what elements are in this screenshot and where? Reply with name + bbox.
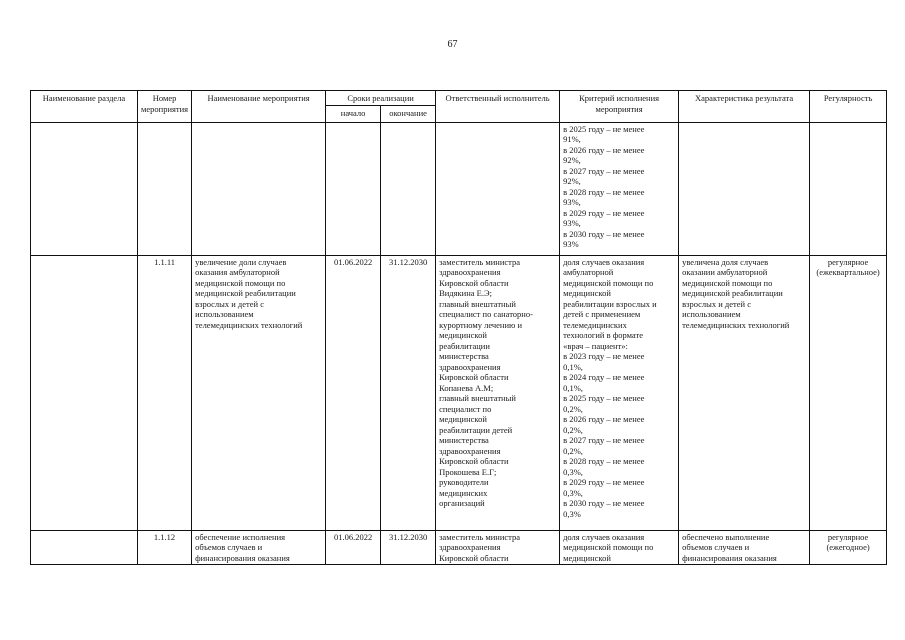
cell-criterion: доля случаев оказания медицинской помощи по медицинской: [560, 530, 679, 565]
header-end: окончание: [381, 105, 436, 122]
cell-responsible: заместитель министра здравоохранения Кировской области Видякина Е.Э; главный внештатный специалист по санаторно- курортному лечению и медицинской реабилитации министерства здравоохранения Кировской области Копанева А.М; главный внештатный специалист по медицинской реабилитации детей министерства здравоохранения Кировской области Прокошева Е.Г; руководители медицинских организаций: [436, 255, 560, 530]
cell-regularity: [810, 122, 887, 255]
header-start: начало: [326, 105, 381, 122]
cell-number: 1.1.11: [138, 255, 192, 530]
cell-responsible: заместитель министра здравоохранения Кировской области: [436, 530, 560, 565]
cell-end: [381, 122, 436, 255]
cell-end: 31.12.2030: [381, 530, 436, 565]
cell-number: [138, 122, 192, 255]
header-number: Номер мероприятия: [138, 91, 192, 123]
cell-event: [192, 122, 326, 255]
cell-regularity: регулярное (ежегодное): [810, 530, 887, 565]
table-row: [31, 122, 887, 255]
table-row: [31, 530, 887, 565]
header-criterion: Критерий исполнения мероприятия: [560, 91, 679, 123]
cell-result: увеличена доля случаев оказании амбулаторной медицинской помощи по медицинской реабилитации взрослых и детей с использованием телемедицинских технологий: [679, 255, 810, 530]
page-number: 67: [447, 39, 458, 50]
cell-responsible: [436, 122, 560, 255]
header-regularity: Регулярность: [810, 91, 887, 123]
cell-event: обеспечение исполнения объемов случаев и финансирования оказания: [192, 530, 326, 565]
cell-regularity: регулярное (ежеквартальное): [810, 255, 887, 530]
cell-number: 1.1.12: [138, 530, 192, 565]
cell-result: [679, 122, 810, 255]
cell-start: [326, 122, 381, 255]
cell-end: 31.12.2030: [381, 255, 436, 530]
table-row: [31, 255, 887, 530]
cell-section: [31, 255, 138, 530]
cell-section: [31, 122, 138, 255]
events-table: [30, 90, 887, 565]
cell-start: 01.06.2022: [326, 255, 381, 530]
cell-start: 01.06.2022: [326, 530, 381, 565]
header-responsible: Ответственный исполнитель: [436, 91, 560, 123]
header-row: [31, 91, 887, 106]
cell-event: увеличение доли случаев оказания амбулаторной медицинской помощи по медицинской реабилитации взрослых и детей с использованием телемедицинских технологий: [192, 255, 326, 530]
cell-criterion: доля случаев оказания амбулаторной медицинской помощи по медицинской реабилитации взрослых и детей с применением телемедицинских технологий в формате «врач – пациент»: в 2023 году – не менее 0,1%, в 2024 году – не менее 0,1%, в 2025 году – не менее 0,2%, в 2026 году – не менее 0,2%, в 2027 году – не менее 0,2%, в 2028 году – не менее 0,3%, в 2029 году – не менее 0,3%, в 2030 году – не менее 0,3%: [560, 255, 679, 530]
header-terms: Сроки реализации: [326, 91, 436, 106]
header-event: Наименование мероприятия: [192, 91, 326, 123]
cell-result: обеспечено выполнение объемов случаев и финансирования оказания: [679, 530, 810, 565]
header-result: Характеристика результата: [679, 91, 810, 123]
cell-section: [31, 530, 138, 565]
cell-criterion: в 2025 году – не менее 91%, в 2026 году – не менее 92%, в 2027 году – не менее 92%, в 2028 году – не менее 93%, в 2029 году – не менее 93%, в 2030 году – не менее 93%: [560, 122, 679, 255]
header-section: Наименование раздела: [31, 91, 138, 123]
